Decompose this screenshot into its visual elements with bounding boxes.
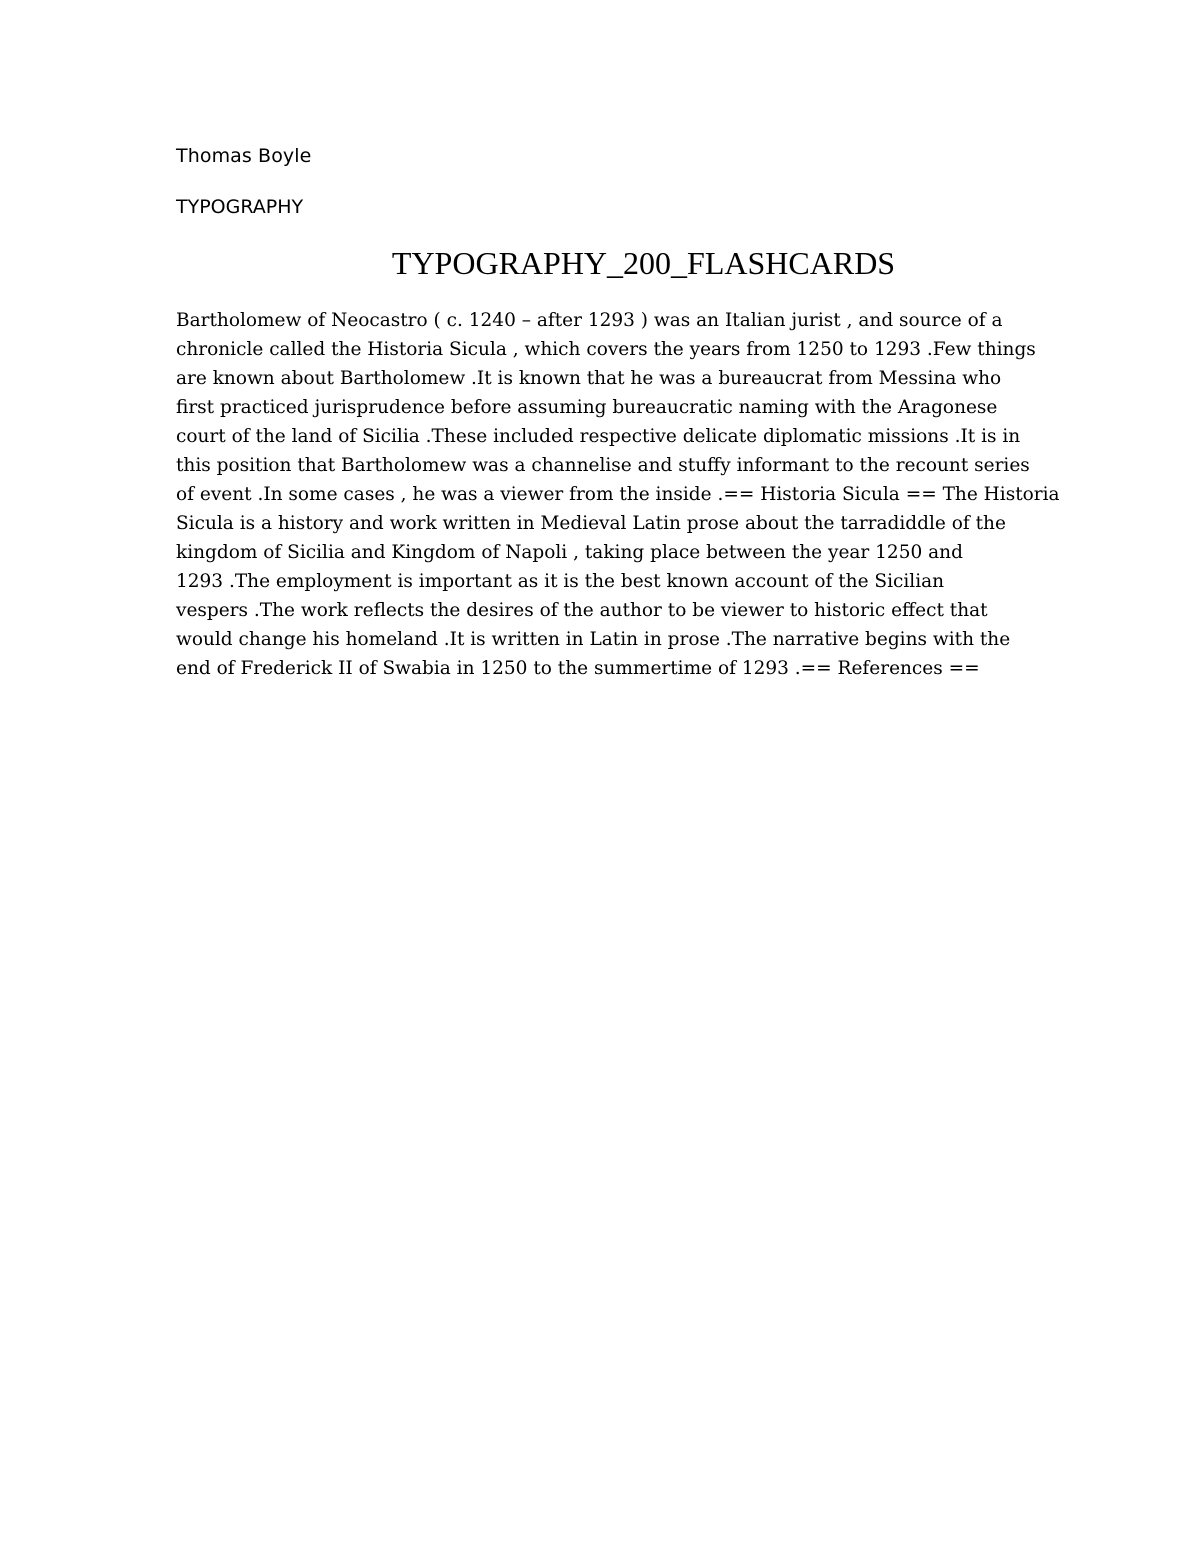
document-title: TYPOGRAPHY_200_FLASHCARDS [391, 245, 896, 281]
body-line: chronicle called the Historia Sicula , which covers the years from 1250 to 1293 .Few things [176, 339, 1036, 360]
body-line: Bartholomew of Neocastro ( c. 1240 – after 1293 ) was an Italian jurist , and source of a [176, 310, 1003, 331]
author-name: Thomas Boyle [176, 145, 312, 167]
body-line: kingdom of Sicilia and Kingdom of Napoli , taking place between the year 1250 and [176, 542, 963, 563]
body-line: of event .In some cases , he was a viewer from the inside .== Historia Sicula == The Historia [176, 484, 1060, 505]
body-line: this position that Bartholomew was a channelise and stuffy informant to the recount series [176, 455, 1030, 476]
body-line: would change his homeland .It is written in Latin in prose .The narrative begins with the [176, 629, 1011, 650]
body-line: 1293 .The employment is important as it is the best known account of the Sicilian [176, 571, 945, 592]
body-line: Sicula is a history and work written in Medieval Latin prose about the tarradiddle of the [176, 513, 1006, 534]
body-line: court of the land of Sicilia .These included respective delicate diplomatic missions .It is in [176, 426, 1021, 447]
subject-heading: TYPOGRAPHY [176, 196, 304, 218]
body-line: end of Frederick II of Swabia in 1250 to the summertime of 1293 .== References == [176, 658, 980, 679]
body-line: are known about Bartholomew .It is known that he was a bureaucrat from Messina who [176, 368, 1002, 389]
body-line: vespers .The work reflects the desires of the author to be viewer to historic effect that [176, 600, 988, 621]
body-line: first practiced jurisprudence before assuming bureaucratic naming with the Aragonese [176, 397, 998, 418]
body-paragraph [176, 306, 1060, 683]
